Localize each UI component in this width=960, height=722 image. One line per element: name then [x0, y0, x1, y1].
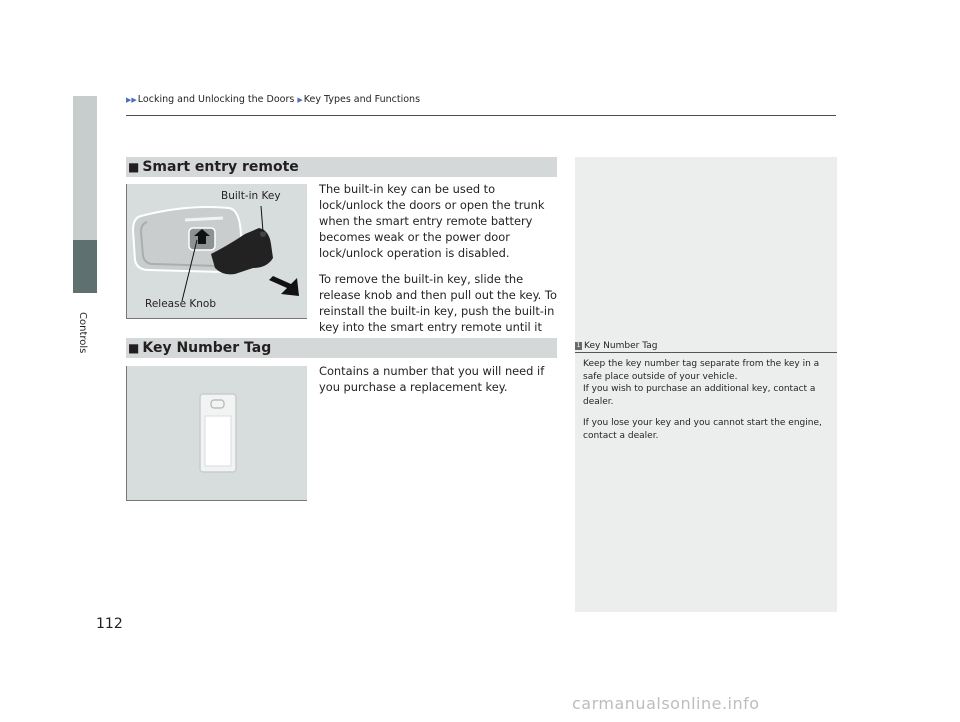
sidebar-tab-active[interactable] — [73, 240, 97, 293]
breadcrumb-item-1[interactable]: Locking and Unlocking the Doors — [137, 94, 295, 105]
paragraph: Contains a number that you will need if you purchase a replacement key. — [319, 364, 545, 394]
callout-release-knob: Release Knob — [145, 298, 216, 310]
side-note-rule — [575, 352, 837, 353]
breadcrumb-arrow-icon: ▶▶ — [126, 96, 137, 104]
key-number-tag-illustration — [126, 366, 307, 501]
section-bullet-icon: ■ — [128, 341, 140, 355]
side-note-title — [575, 341, 657, 351]
paragraph: Keep the key number tag separate from the key in a safe place outside of your vehicle. If you wish to purchase an additional key, contact a dealer. — [583, 359, 820, 407]
section-heading-smart-entry — [126, 157, 557, 177]
section-heading-text: Key Number Tag — [142, 340, 272, 356]
smart-entry-body — [319, 181, 559, 361]
section-heading-text: Smart entry remote — [142, 159, 299, 175]
key-number-tag-body — [319, 363, 559, 405]
paragraph: To remove the built-in key, slide the release knob and then pull out the key. To reinstall the built-in key, push the built-in key into the smart entry remote until it — [319, 272, 557, 334]
paragraph: If you lose your key and you cannot start the engine, contact a dealer. — [583, 418, 822, 441]
smart-entry-remote-illustration — [126, 184, 307, 319]
callout-builtin-key: Built-in Key — [221, 190, 281, 202]
header-rule — [126, 115, 836, 116]
breadcrumb-arrow-icon: ▶ — [297, 96, 303, 104]
sidebar-label: Controls — [77, 312, 88, 354]
note-marker-icon: 1 — [576, 342, 581, 349]
page-number: 112 — [96, 616, 123, 632]
watermark: carmanualsonline.info — [572, 694, 760, 713]
breadcrumb-item-2[interactable]: Key Types and Functions — [303, 94, 421, 105]
section-bullet-icon: ■ — [128, 160, 140, 174]
paragraph: The built-in key can be used to lock/unlock the doors or open the trunk when the smart entry remote battery becomes weak or the power door lock/unlock operation is disabled. — [319, 182, 545, 260]
side-note-title-text: Key Number Tag — [584, 341, 658, 351]
breadcrumb — [126, 94, 420, 105]
key-tag-icon — [127, 366, 307, 500]
side-note-body — [583, 358, 831, 451]
section-heading-key-number-tag — [126, 338, 557, 358]
